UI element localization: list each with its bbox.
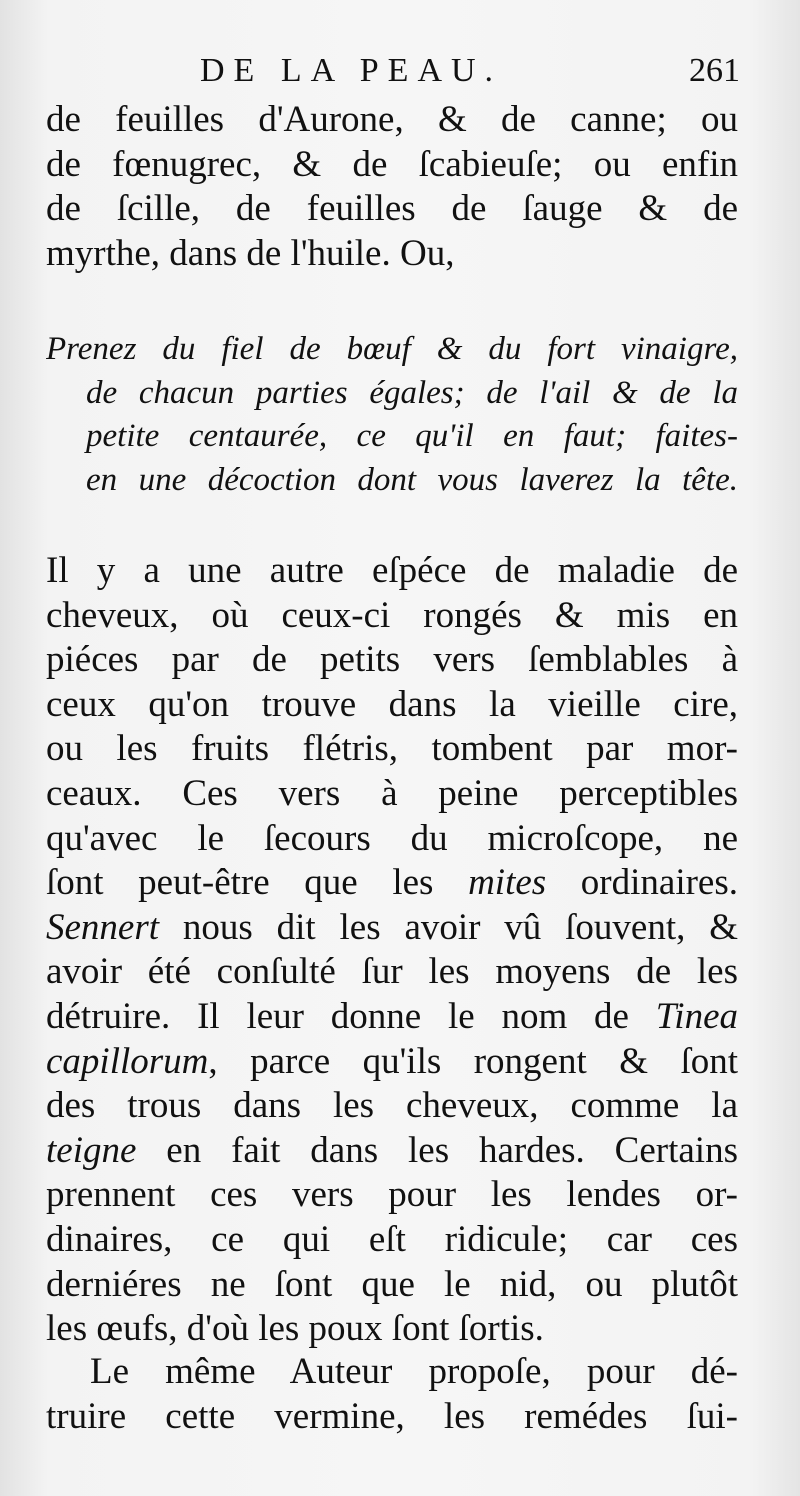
italic-term: capillorum xyxy=(46,1040,209,1082)
text-run: ordinaires. xyxy=(546,862,738,904)
text-line: prennent ces vers pour les lendes or- xyxy=(46,1174,738,1216)
recipe-line: Prenez du fiel de bœuf & du fort vinaigre, xyxy=(46,331,738,367)
text-line xyxy=(46,1129,738,1174)
italic-term: Tinea xyxy=(655,995,738,1037)
text-line: Le même Auteur propoſe, pour dé- xyxy=(90,1351,738,1392)
page-header xyxy=(200,52,740,102)
text-line: qu'avec le ſecours du microſcope, ne xyxy=(46,817,738,859)
recipe-line: en une décoction dont vous laverez la tête. xyxy=(86,461,738,498)
text-line xyxy=(46,995,738,1040)
italic-term: mites xyxy=(468,862,547,904)
text-line: truire cette vermine, les remédes ſui- xyxy=(46,1395,738,1437)
text-line: de ſcille, de feuilles de ſauge & de xyxy=(46,188,738,230)
recipe-paragraph xyxy=(46,328,738,502)
text-line: ou les fruits flétris, tombent par mor- xyxy=(46,728,738,770)
text-line: Il y a une autre eſpéce de maladie de xyxy=(46,550,738,591)
text-line: de feuilles d'Aurone, & de canne; ou xyxy=(46,99,738,140)
text-line: piéces par de petits vers ſemblables à xyxy=(46,639,738,681)
text-run: , parce qu'ils rongent & ſont xyxy=(208,1040,738,1082)
final-paragraph xyxy=(46,1350,738,1439)
continuation-paragraph xyxy=(46,98,738,276)
text-line: des trous dans les cheveux, comme la xyxy=(46,1085,738,1127)
main-paragraph xyxy=(46,549,738,1352)
text-line: avoir été conſulté ſur les moyens de les xyxy=(46,951,738,993)
text-line: les œufs, d'où les poux ſont ſortis. xyxy=(46,1308,544,1350)
text-line: ceaux. Ces vers à peine perceptibles xyxy=(46,772,738,814)
text-line xyxy=(46,906,738,951)
text-line: de fœnugrec, & de ſcabieuſe; ou enfin xyxy=(46,143,738,185)
text-line: ceux qu'on trouve dans la vieille cire, xyxy=(46,683,738,725)
text-run: détruire. Il leur donne le nom de xyxy=(46,995,656,1037)
text-line: myrthe, dans de l'huile. Ou, xyxy=(46,232,455,274)
text-run: ſont peut-être que les xyxy=(46,862,469,904)
recipe-line: de chacun parties égales; de l'ail & de la xyxy=(86,374,738,411)
text-run: nous dit les avoir vû ſouvent, & xyxy=(159,906,738,948)
text-line xyxy=(46,861,738,906)
text-line: cheveux, où ceux-ci rongés & mis en xyxy=(46,594,738,636)
text-run: en fait dans les hardes. Certains xyxy=(136,1129,738,1171)
italic-term: teigne xyxy=(46,1129,137,1171)
page-number: 261 xyxy=(689,52,740,89)
text-line: derniéres ne ſont que le nid, ou plutôt xyxy=(46,1263,738,1305)
text-line: dinaires, ce qui eſt ridicule; car ces xyxy=(46,1218,738,1260)
recipe-line: petite centaurée, ce qu'il en faut; faites- xyxy=(86,418,738,454)
text-line xyxy=(46,1040,738,1085)
italic-term: Sennert xyxy=(46,906,160,948)
running-head: DE LA PEAU. xyxy=(200,52,503,89)
